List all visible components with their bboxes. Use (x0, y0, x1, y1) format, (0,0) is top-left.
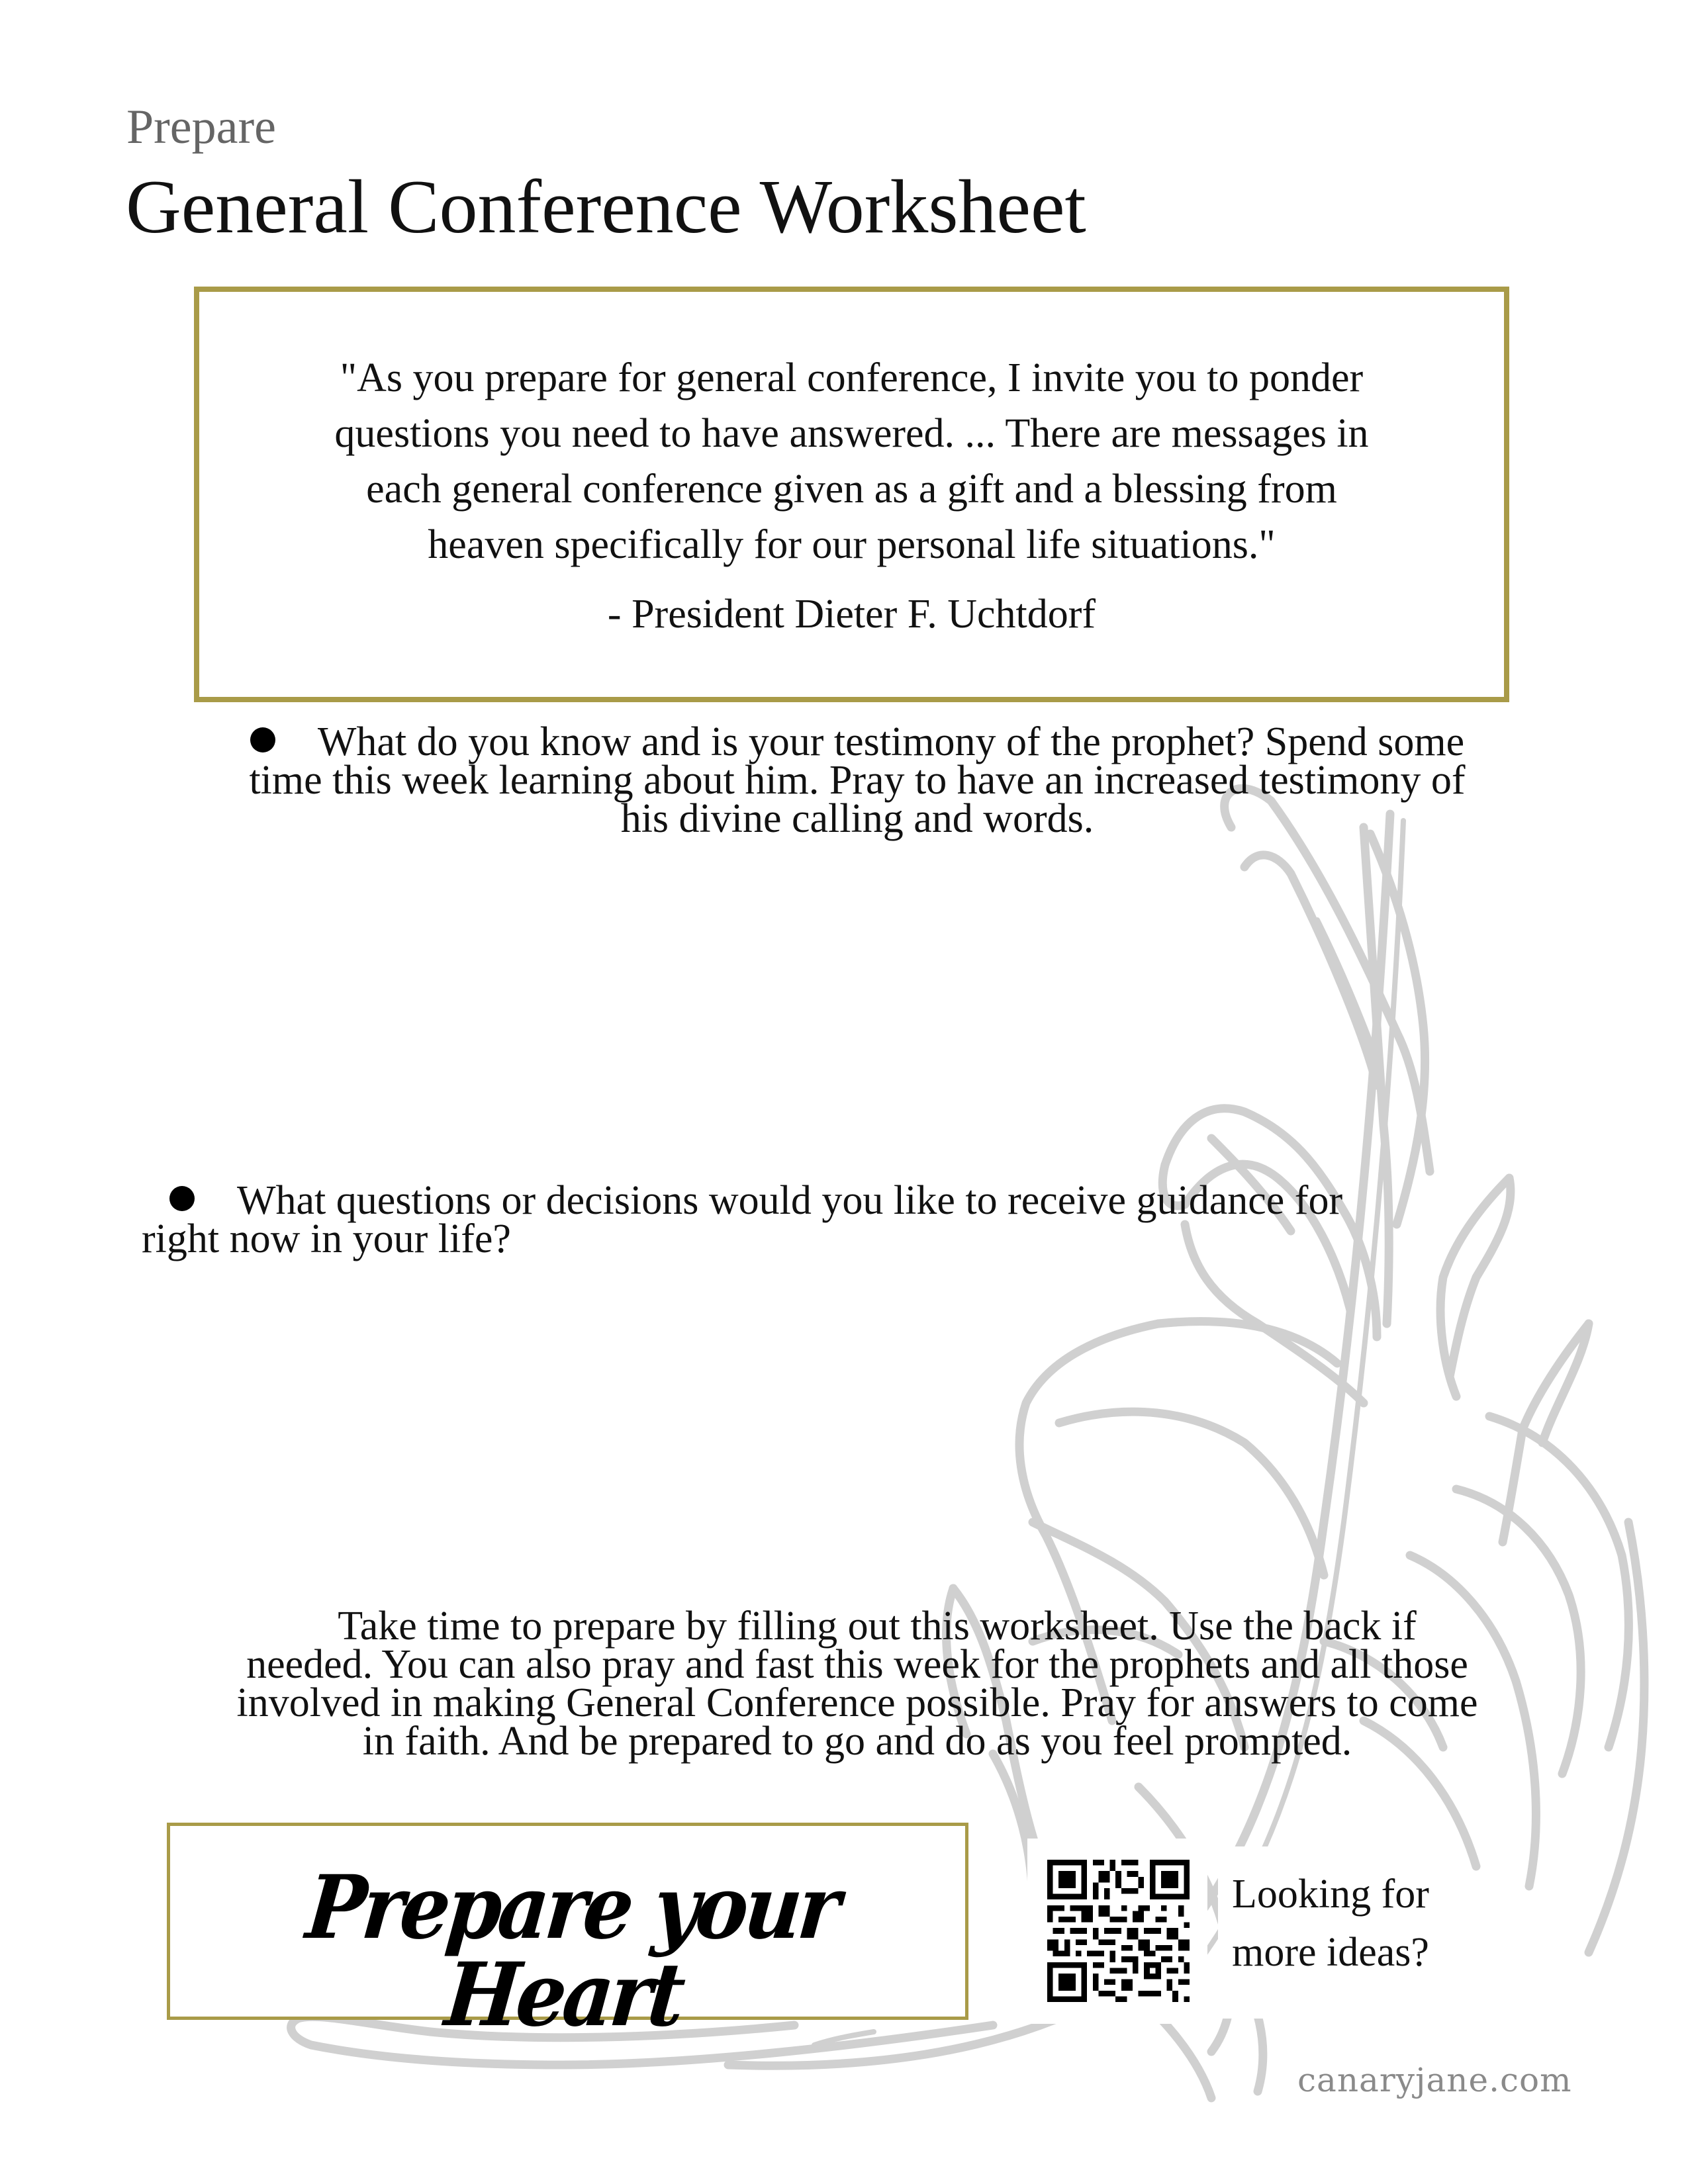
prompt-1-text: What do you know and is your testimony of the prophet? Spend some (317, 719, 1465, 764)
eyebrow-heading: Prepare (126, 100, 276, 154)
qr-code-panel (1027, 1839, 1207, 2024)
more-ideas-line: Looking for (1232, 1872, 1429, 1917)
prompt-1 (152, 719, 1562, 841)
page-title: General Conference Worksheet (126, 165, 1086, 250)
closing-line: involved in making General Conference possible. Pray for answers to come (236, 1680, 1478, 1725)
banner-box (167, 1823, 968, 2046)
prompt-2-text: What questions or decisions would you like to receive guidance for (237, 1178, 1343, 1223)
quote-line: "As you prepare for general conference, I invite you to ponder (340, 355, 1364, 400)
quote-line: heaven specifically for our personal life situations." (428, 522, 1276, 567)
prompt-1-line: time this week learning about him. Pray to have an increased testimony of (249, 758, 1466, 803)
more-ideas-text (1218, 1865, 1443, 1981)
quote-text (199, 350, 1504, 572)
closing-line: in faith. And be prepared to go and do as you feel prompted. (362, 1719, 1352, 1764)
bullet-icon (250, 727, 275, 752)
banner-text: Prepare your Heart (302, 1856, 841, 2046)
quote-line: questions you need to have answered. ... There are messages in (334, 411, 1369, 456)
more-ideas-panel (1218, 1846, 1443, 2019)
closing-line: Take time to prepare by filling out this worksheet. Use the back if (338, 1604, 1417, 1649)
qr-code-icon[interactable] (1047, 1860, 1190, 2002)
quote-line: each general conference given as a gift and a blessing from (366, 467, 1337, 512)
site-footer-link[interactable]: canaryjane.com (1297, 2061, 1572, 2099)
prompt-1-line: his divine calling and words. (620, 796, 1094, 841)
quote-attribution: - President Dieter F. Uchtdorf (607, 592, 1096, 637)
prompt-2-line (142, 1178, 1343, 1223)
more-ideas-line: more ideas? (1232, 1930, 1429, 1975)
closing-paragraph (152, 1604, 1562, 1764)
prompt-2-line: right now in your life? (142, 1216, 511, 1261)
closing-line: needed. You can also pray and fast this week for the prophets and all those (246, 1642, 1468, 1687)
bullet-icon (169, 1186, 195, 1211)
quote-box (194, 287, 1509, 702)
prompt-2 (142, 1178, 1343, 1261)
prompt-1-line (152, 719, 1562, 764)
